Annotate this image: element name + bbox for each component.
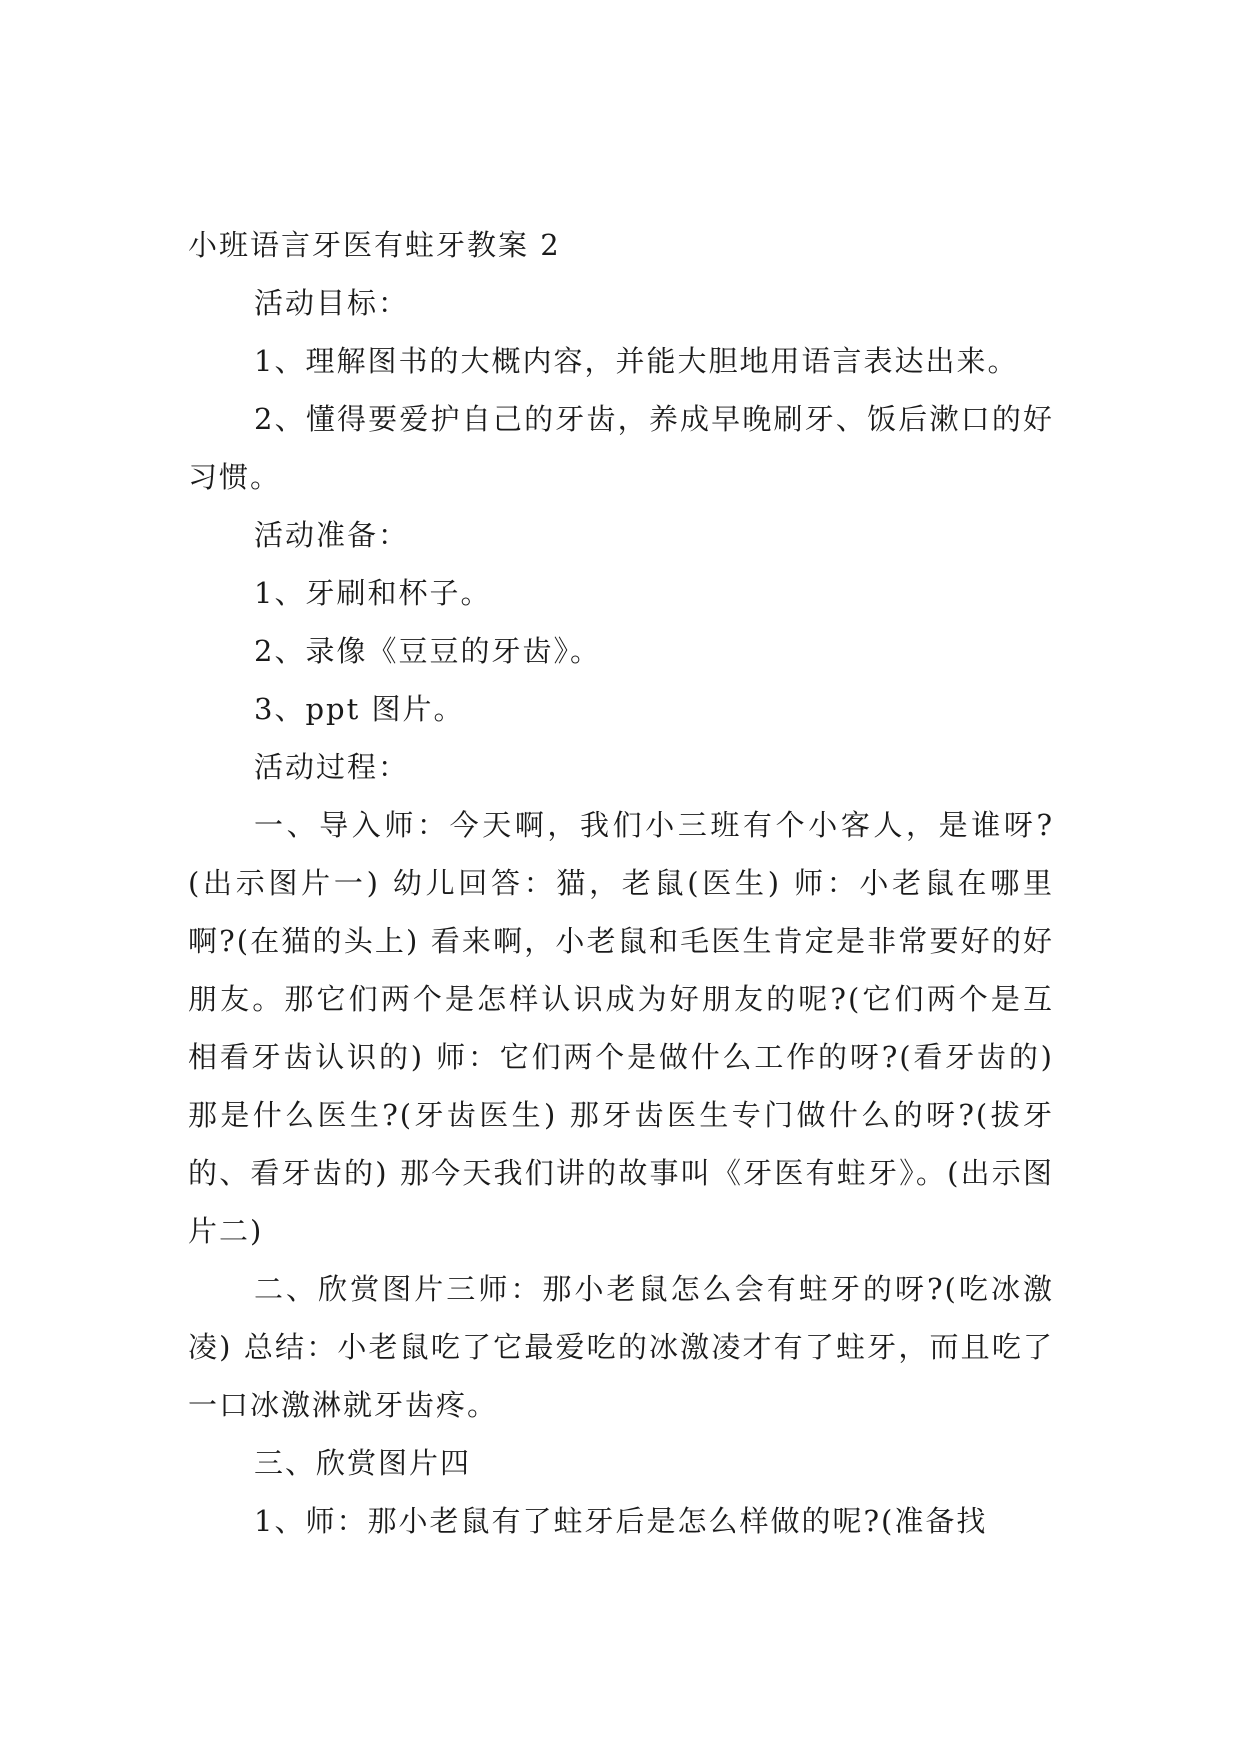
process-step-1: 一、导入师：今天啊，我们小三班有个小客人，是谁呀?(出示图片一) 幼儿回答：猫，老鼠(医生) 师：小老鼠在哪里啊?(在猫的头上) 看来啊，小老鼠和毛医生肯定是非常要好的好朋友。那它们两个是怎样认识成为好朋友的呢?(它们两个是互相看牙齿认识的) 师：它们两个是做什么工作的呀?(看牙齿的) 那是什么医生?(牙齿医生) 那牙齿医生专门做什么的呀?(拔牙的、看牙齿的) 那今天我们讲的故事叫《牙医有蛀牙》。(出示图片二): [188, 808, 1054, 1248]
process-step-3: 三、欣赏图片四: [254, 1446, 472, 1480]
process-step-2: 二、欣赏图片三师：那小老鼠怎么会有蛀牙的呀?(吃冰激凌) 总结：小老鼠吃了它最爱吃的冰激凌才有了蛀牙，而且吃了一口冰激淋就牙齿疼。: [188, 1272, 1054, 1422]
preparation-item-1: 1、牙刷和杯子。: [254, 576, 492, 610]
process-step-3-item-1: 1、师：那小老鼠有了蛀牙后是怎么样做的呢?(准备找: [254, 1504, 988, 1538]
section-heading-goals: 活动目标：: [254, 286, 410, 320]
document-title: 小班语言牙医有蛀牙教案 2: [188, 228, 561, 262]
goal-item-1: 1、理解图书的大概内容，并能大胆地用语言表达出来。: [254, 344, 1019, 378]
section-heading-preparation: 活动准备：: [254, 518, 410, 552]
goal-item-2: 2、懂得要爱护自己的牙齿，养成早晚刷牙、饭后漱口的好习惯。: [188, 402, 1054, 494]
preparation-item-3: 3、ppt 图片。: [254, 692, 465, 726]
preparation-item-2: 2、录像《豆豆的牙齿》。: [254, 634, 601, 668]
document-body: [188, 216, 1054, 1550]
section-heading-process: 活动过程：: [254, 750, 410, 784]
